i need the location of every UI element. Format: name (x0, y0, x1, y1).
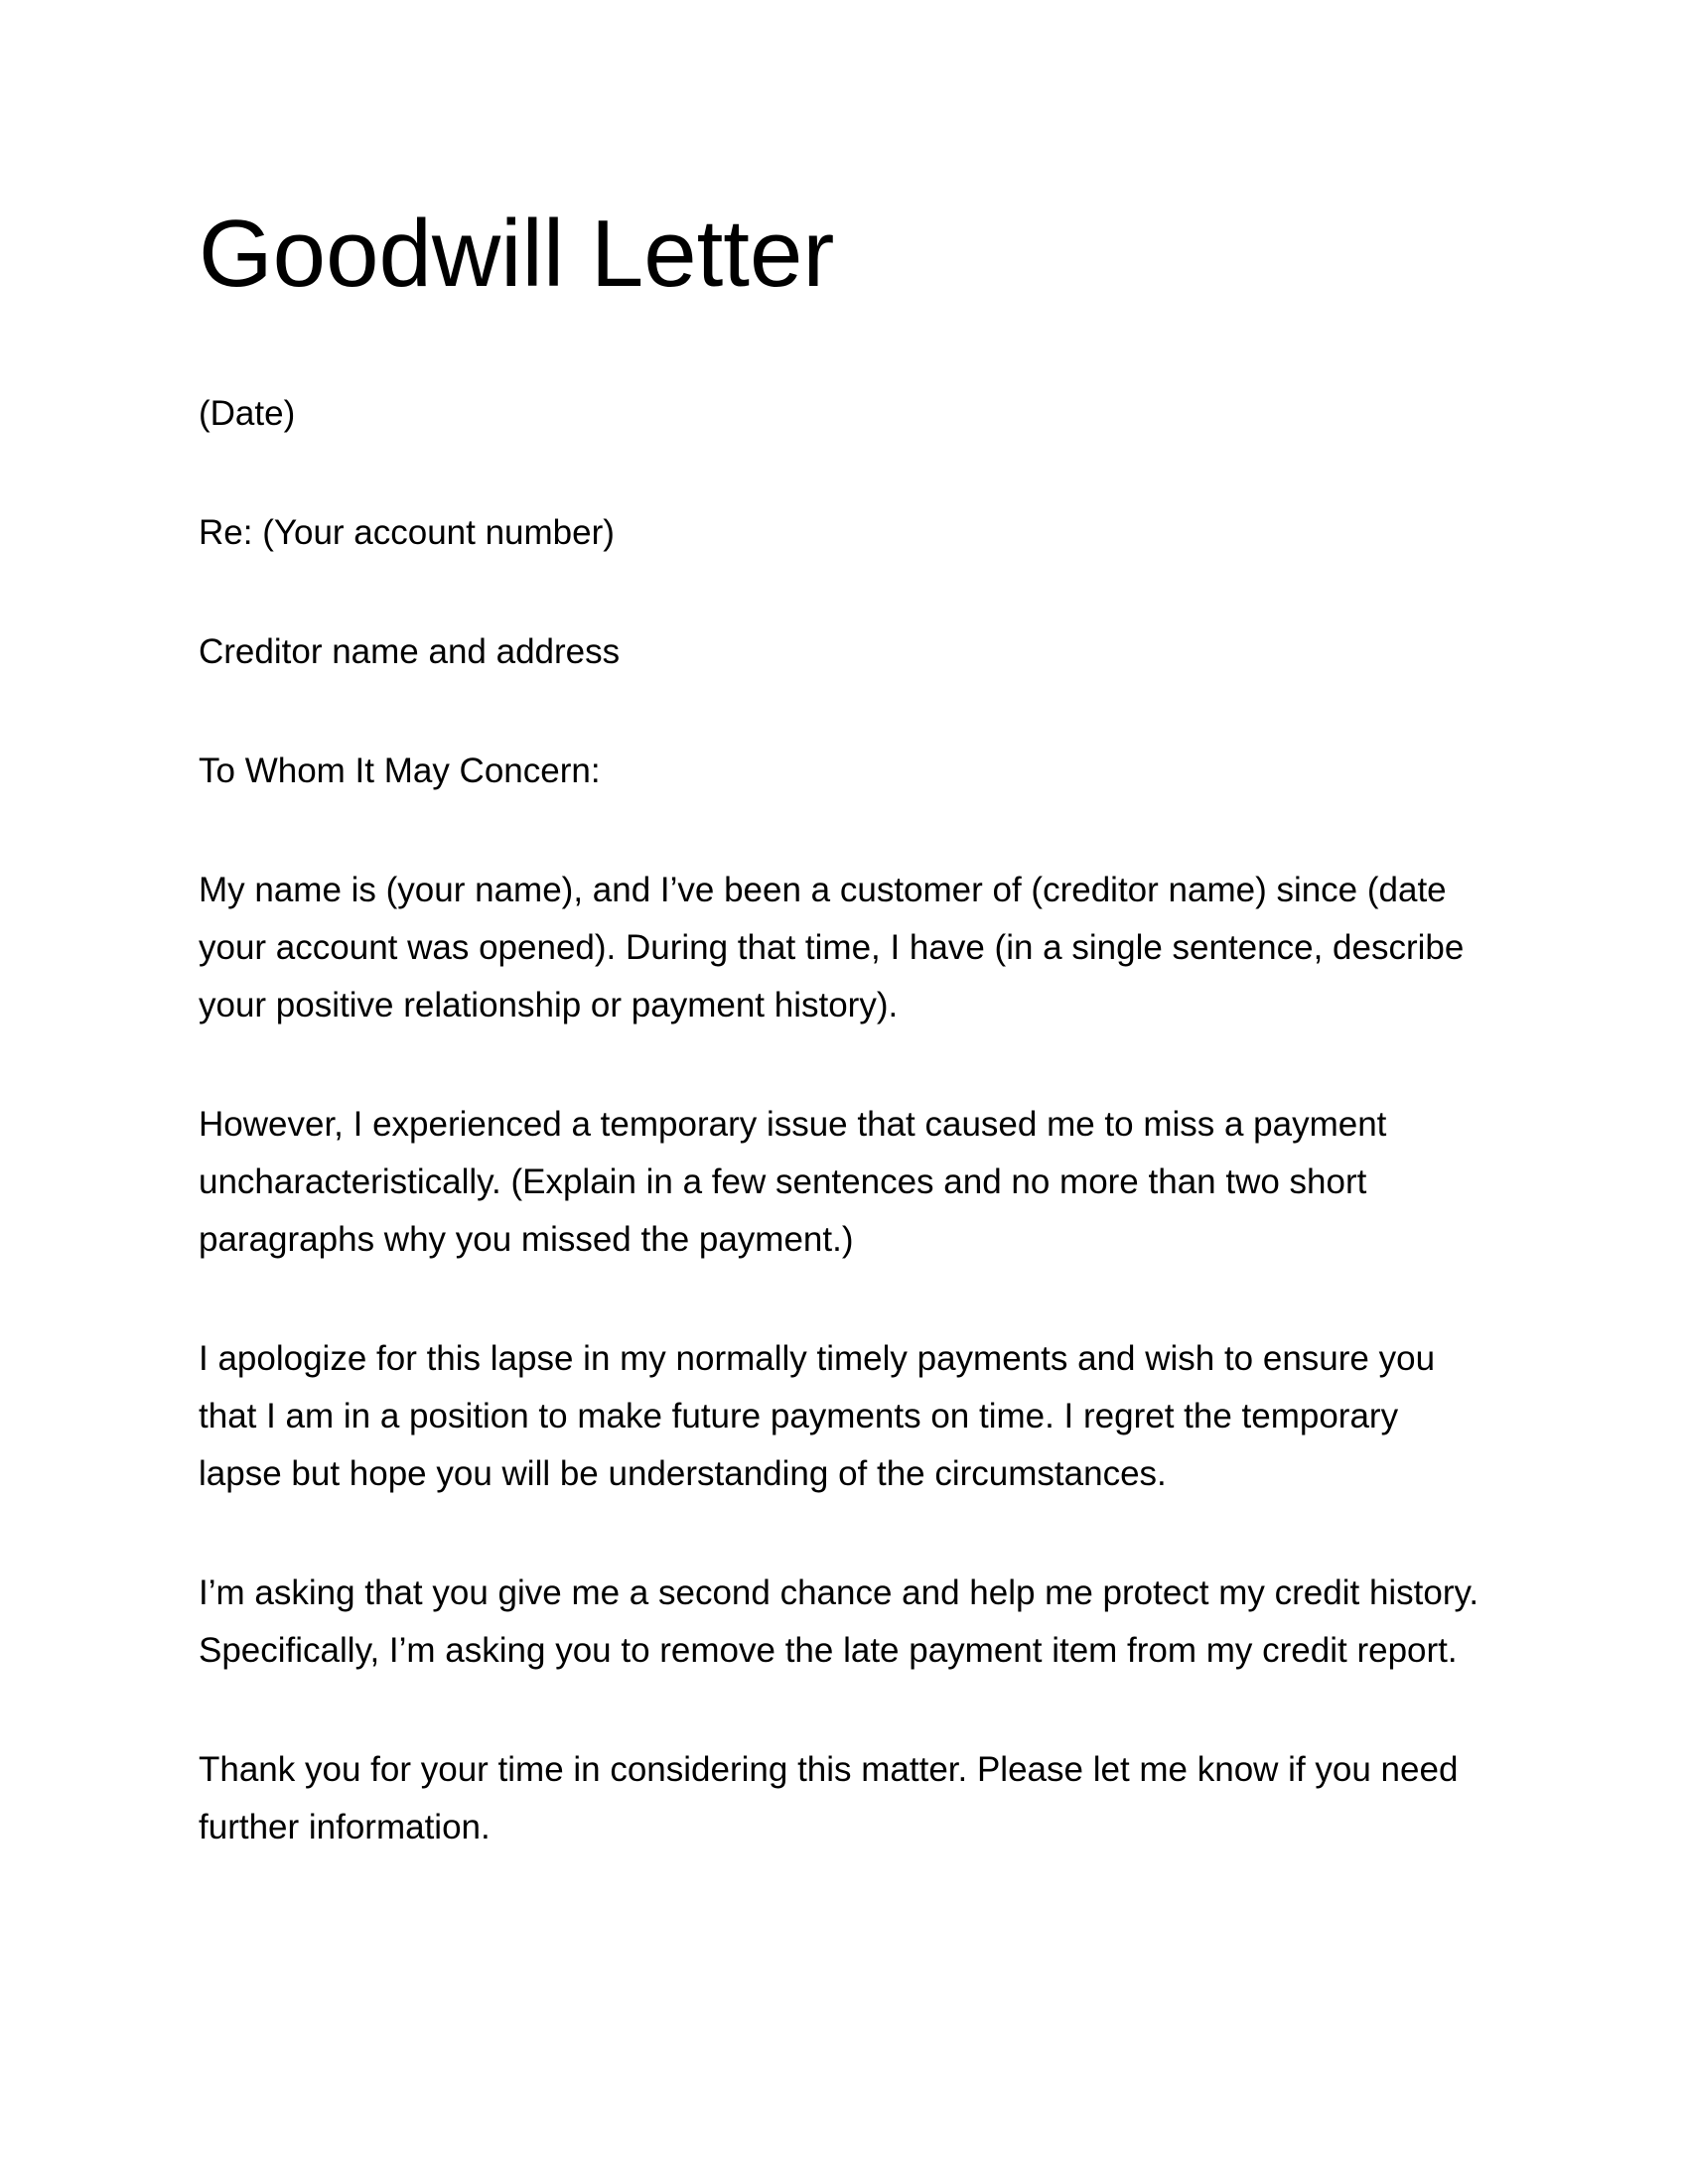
letter-title: Goodwill Letter (199, 201, 835, 307)
paragraph-intro: My name is (your name), and I’ve been a customer of (creditor name) since (date your account was opened). During that time, I have (in a single sentence, describe your positive relationship or payment history). (199, 871, 1465, 1024)
letter-body (199, 385, 1489, 1918)
paragraph-apology: I apologize for this lapse in my normally timely payments and wish to ensure you that I am in a position to make future payments on time. I regret the temporary lapse but hope you will be understanding of the circumstances. (199, 1339, 1436, 1493)
letter-page (199, 0, 1489, 2184)
paragraph-request: I’m asking that you give me a second chance and help me protect my credit history. Specifically, I’m asking you to remove the late payment item from my credit report. (199, 1573, 1479, 1670)
salutation: To Whom It May Concern: (199, 751, 601, 790)
paragraph-issue: However, I experienced a temporary issue that caused me to miss a payment uncharacteristically. (Explain in a few sentences and no more than two short paragraphs why you missed the payment.) (199, 1105, 1387, 1259)
re-line: Re: (Your account number) (199, 513, 615, 552)
paragraph-closing: Thank you for your time in considering this matter. Please let me know if you need further information. (199, 1750, 1459, 1846)
creditor-line: Creditor name and address (199, 632, 621, 671)
date-line: (Date) (199, 394, 296, 433)
